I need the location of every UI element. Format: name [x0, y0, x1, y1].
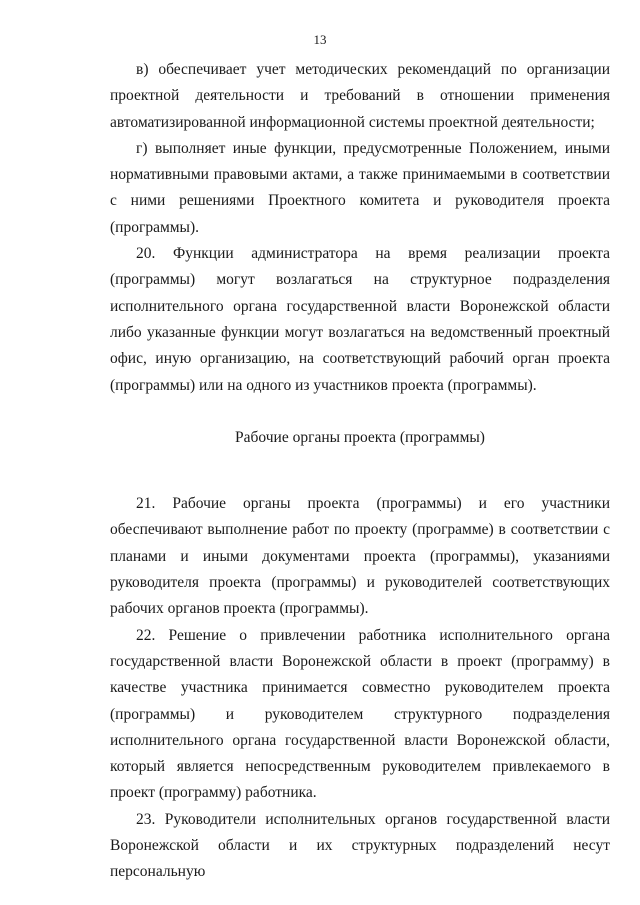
paragraph-22: 22. Решение о привлечении работника исполнительного органа государственной власти Воронежской области в проект (программу) в качестве участника принимается совместно руководителем проекта (программы) и руководителем структурного подразделения исполнительного органа государственной власти Воронежской области, который является непосредственным руководителем привлекаемого в проект (программу) работника.: [110, 626, 610, 802]
spacer: [110, 451, 610, 491]
paragraph-g: г) выполняет иные функции, предусмотренные Положением, иными нормативными правовыми актами, а также принимаемыми в соответствии с ними решениями Проектного комитета и руководителя проекта (программы).: [110, 139, 610, 236]
paragraph-23: 23. Руководители исполнительных органов государственной власти Воронежской области и их структурных подразделений несут персональную: [110, 810, 610, 881]
spacer: [110, 399, 610, 425]
paragraph-20: 20. Функции администратора на время реализации проекта (программы) могут возлагаться на структурное подразделения исполнительного органа государственной власти Воронежской области либо указанные функции могут возлагаться на ведомственный проектный офис, иную организацию, на соответствующий рабочий орган проекта (программы) или на одного из участников проекта (программы).: [110, 245, 610, 394]
page-number: 13: [313, 32, 327, 47]
paragraph-v: в) обеспечивает учет методических рекомендаций по организации проектной деятельности и требований в отношении применения автоматизированной информационной системы проектной деятельности;: [110, 61, 610, 131]
document-body: [110, 57, 610, 886]
section-heading: Рабочие органы проекта (программы): [235, 428, 485, 446]
paragraph-21: 21. Рабочие органы проекта (программы) и его участники обеспечивают выполнение работ по проекту (программе) в соответствии с планами и иными документами проекта (программы), указаниями руководителя проекта (программы) и руководителей соответствующих рабочих органов проекта (программы).: [110, 495, 610, 618]
